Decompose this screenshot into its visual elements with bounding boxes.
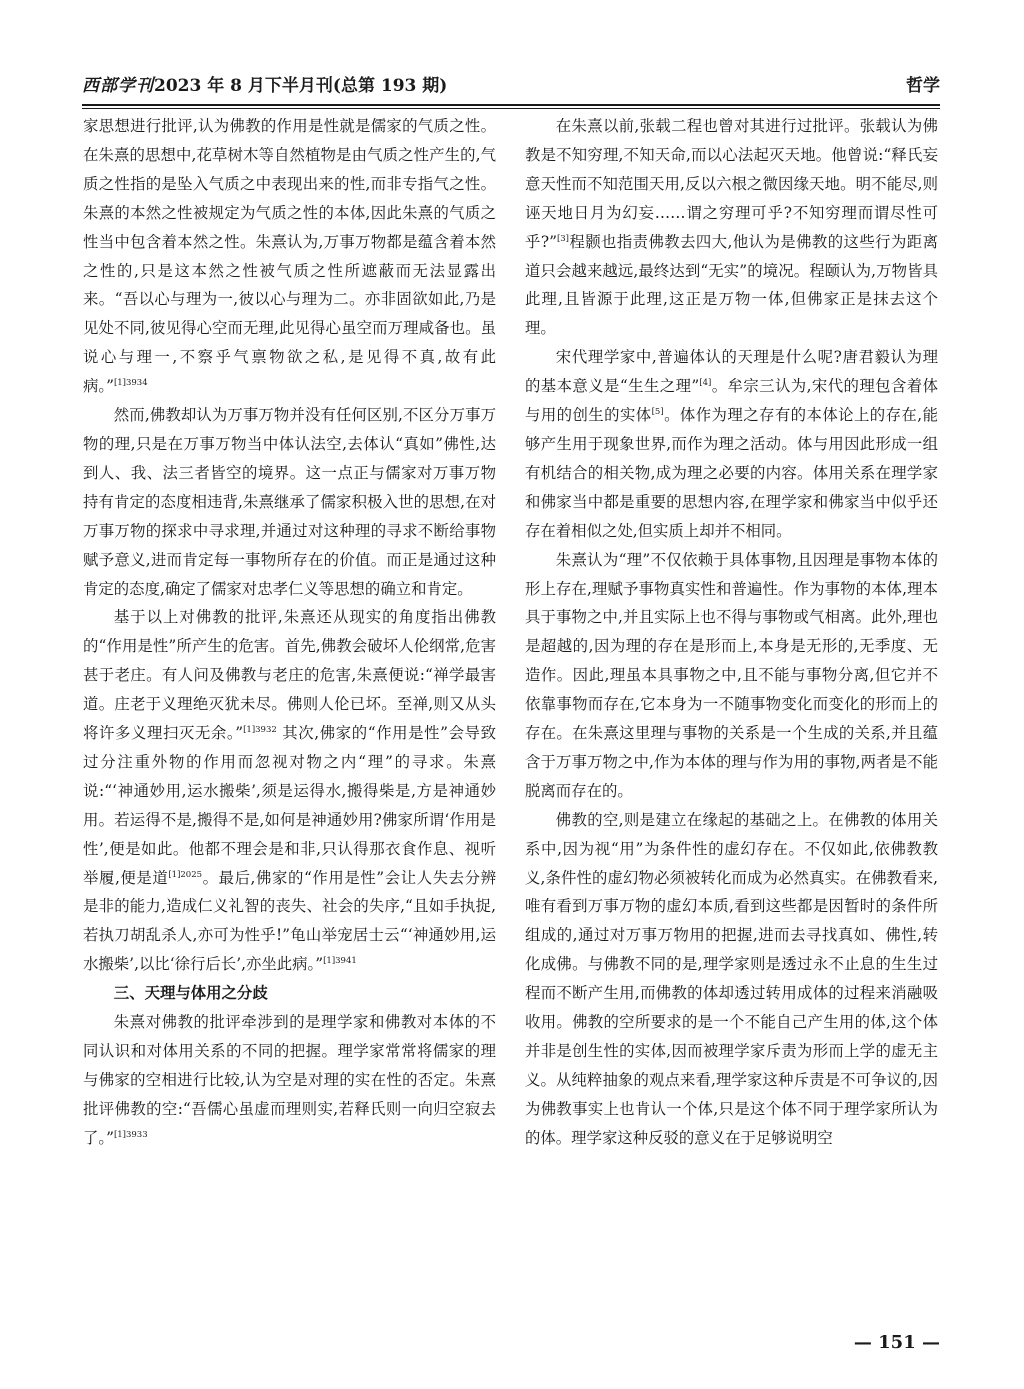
header-rule-thin <box>82 108 940 109</box>
citation: [3] <box>556 233 569 244</box>
issue-info: 2023 年 8 月下半月刊(总第 193 期) <box>154 76 448 96</box>
citation: [1]3934 <box>113 378 148 389</box>
section-label: 哲学 <box>906 76 940 96</box>
paragraph: 家思想进行批评,认为佛教的作用是性就是儒家的气质之性。在朱熹的思想中,花草树木等自然植物是由气质之性产生的,气质之性指的是坠入气质之中表现出来的性,而非专指气之性。朱熹的本然之性被规定为气质之性的本体,因此朱熹的气质之性当中包含着本然之性。朱熹认为,万事万物都是蕴含着本然之性的,只是这本然之性被气质之性所遮蔽而无法显露出来。“吾以心与理为一,彼以心与理为二。亦非固欲如此,乃是见处不同,彼见得心空而无理,此见得心虽空而万理咸备也。虽说心与理一,不察乎气禀物欲之私,是见得不真,故有此病。”$^{[1]3934}$ <box>83 117 496 396</box>
paragraph: 然而,佛教却认为万事万物并没有任何区别,不区分万事万物的理,只是在万事万物当中体认法空,去体认“真如”佛性,达到人、我、法三者皆空的境界。这一点正与儒家对万事万物持有肯定的态度相违背,朱熹继承了儒家积极入世的思想,在对万事万物的探求中寻求理,并通过对这种理的寻求不断给事物赋予意义,进而肯定每一事物所存在的价值。而正是通过这种肯定的态度,确定了儒家对忠孝仁义等思想的确立和肯定。 <box>83 406 496 598</box>
paragraph: 在朱熹以前,张载二程也曾对其进行过批评。张载认为佛教是不知穷理,不知天命,而以心法起灭天地。他曾说:“释氏妄意天性而不知范围天用,反以六根之微因缘天地。明不能尽,则诬天地日月为幻妄……谓之穷理可乎?不知穷理而谓尽性可乎?”[3]程颢也指责佛教去四大,他认为是佛教的这些行为距离道只会越来越远,最终达到“无实”的境况。程颐认为,万物皆具此理,且皆源于此理,这正是万物一体,但佛家正是抹去这个理。 <box>525 117 938 338</box>
paragraph: 朱熹对佛教的批评牵涉到的是理学家和佛教对本体的不同认识和对体用关系的不同的把握。理学家常常将儒家的理与佛家的空相进行比较,认为空是对理的实在性的否定。朱熹批评佛教的空:“吾儒心虽虚而理则实,若释氏则一向归空寂去了。”$^{[1]3933}$ <box>83 1013 496 1147</box>
running-header <box>82 73 940 99</box>
page-number: — 151 — <box>853 1332 940 1353</box>
paragraph: 基于以上对佛教的批评,朱熹还从现实的角度指出佛教的“作用是性”所产生的危害。首先,佛教会破坏人伦纲常,危害甚于老庄。有人问及佛教与老庄的危害,朱熹便说:“禅学最害道。庄老于义理绝灭犹未尽。佛则人伦已坏。至禅,则又从头将许多义理扫灭无余。”$^{[1]3932}$ 其次,佛家的“作用是性”会导致过分注重外物的作用而忽视对物之内“理”的寻求。朱熹说:“‘神通妙用,运水搬柴’,须是运得水,搬得柴是,方是神通妙用。若运得不是,搬得不是,如何是神通妙用?佛家所谓‘作用是性’,便是如此。他都不理会是和非,只认得那衣食作息、视听举履,便是道$^{[1]2025}$。最后,佛家的“作用是性”会让人失去分辨是非的能力,造成仁义礼智的丧失、社会的失序,“且如手执捉,若执刀胡乱杀人,亦可为性乎!”龟山举宠居士云“‘神通妙用,运水搬柴’,以比‘徐行后长’,亦坐此病。”$^{[1]3941}$ <box>83 608 496 974</box>
citation: [4] <box>699 378 712 389</box>
section-heading: 三、天理与体用之分歧 <box>113 984 268 1003</box>
left-column <box>83 112 496 1153</box>
journal-logo: 西部学刊 <box>82 76 154 96</box>
citation: [5] <box>651 407 664 418</box>
header-rule-thick <box>82 104 940 106</box>
citation: [1]2025 <box>168 869 203 880</box>
right-column <box>525 112 938 1153</box>
citation: [1]3932 <box>243 725 277 736</box>
citation: [1]3941 <box>323 956 357 967</box>
paragraph: 佛教的空,则是建立在缘起的基础之上。在佛教的体用关系中,因为视“用”为条件性的虚幻存在。不仅如此,依佛教教义,条件性的虚幻物必须被转化而成为必然真实。在佛教看来,唯有看到万事万物的虚幻本质,看到这些都是因暂时的条件所组成的,通过对万事万物用的把握,进而去寻找真如、佛性,转化成佛。与佛教不同的是,理学家则是透过永不止息的生生过程而不断产生用,而佛教的体却透过转用成体的过程来消融吸收用。佛教的空所要求的是一个不能自己产生用的体,这个体并非是创生性的实体,因而被理学家斥责为形而上学的虚无主义。从纯粹抽象的观点来看,理学家这种斥责是不可争议的,因为佛教事实上也肯认一个体,只是这个体不同于理学家所认为的体。理学家这种反驳的意义在于足够说明空 <box>525 810 938 1147</box>
header-issue-line <box>82 73 447 99</box>
paragraph: 朱熹认为“理”不仅依赖于具体事物,且因理是事物本体的形上存在,理赋予事物真实性和普遍性。作为事物的本体,理本具于事物之中,并且实际上也不得与事物或气相离。此外,理也是超越的,因为理的存在是形而上,本身是无形的,无季度、无造作。因此,理虽本具事物之中,且不能与事物分离,但它并不依靠事物而存在,它本身为一不随事物变化而变化的形而上的存在。在朱熹这里理与事物的关系是一个生成的关系,并且蕴含于万事万物之中,作为本体的理与作为用的事物,两者是不能脱离而存在的。 <box>525 550 938 800</box>
citation: [1]3933 <box>113 1129 148 1140</box>
paragraph: 宋代理学家中,普遍体认的天理是什么呢?唐君毅认为理的基本意义是“生生之理”[4]。牟宗三认为,宋代的理包含着体与用的创生的实体[5]。体作为理之存有的本体论上的存在,能够产生用于现象世界,而作为理之活动。体与用因此形成一组有机结合的相关物,成为理之必要的内容。体用关系在理学家和佛家当中都是重要的思想内容,在理学家和佛家当中似乎还存在着相似之处,但实质上却并不相同。 <box>525 348 938 540</box>
